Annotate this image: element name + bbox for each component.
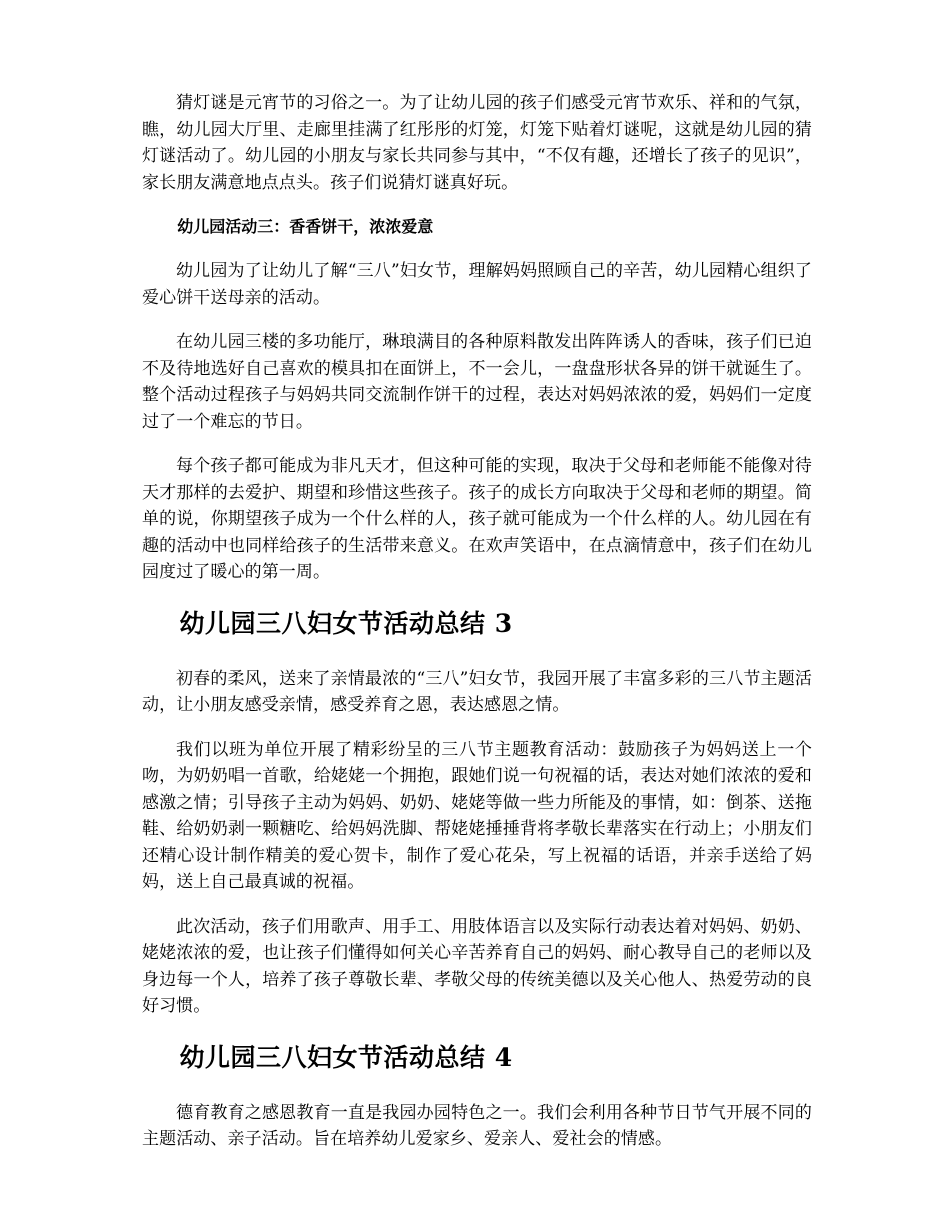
section-title-summary-4: 幼儿园三八妇女节活动总结 4 <box>179 1042 513 1072</box>
paragraph-class-activities: 我们以班为单位开展了精彩纷呈的三八节主题教育活动：鼓励孩子为妈妈送上一个吻，为奶奶唱一首歌，给姥姥一个拥抱，跟她们说一句祝福的话，表达对她们浓浓的爱和感激之情；引导孩子主动为妈妈、奶奶、姥姥等做一些力所能及的事情，如：倒茶、送拖鞋、给奶奶剥一颗糖吃、给妈妈洗脚、帮姥姥捶捶背将孝敬长辈落实在行动上；小朋友们还精心设计制作精美的爱心贺卡，制作了爱心花朵，写上祝福的话语，并亲手送给了妈妈，送上自己最真诚的祝福。 <box>142 739 812 892</box>
paragraph-cookie-intro: 幼儿园为了让幼儿了解“三八”妇女节，理解妈妈照顾自己的辛苦，幼儿园精心组织了爱心饼干送母亲的活动。 <box>142 261 812 308</box>
paragraph-cookie-making: 在幼儿园三楼的多功能厅，琳琅满目的各种原料散发出阵阵诱人的香味，孩子们已迫不及待地选好自己喜欢的模具扣在面饼上，不一会儿，一盘盘形状各异的饼干就诞生了。整个活动过程孩子与妈妈共同交流制作饼干的过程，表达对妈妈浓浓的爱，妈妈们一定度过了一个难忘的节日。 <box>142 332 812 432</box>
subheading-activity-three: 幼儿园活动三：香香饼干，浓浓爱意 <box>177 217 434 236</box>
section-title-summary-3: 幼儿园三八妇女节活动总结 3 <box>179 608 513 638</box>
paragraph-expectations: 每个孩子都可能成为非凡天才，但这种可能的实现，取决于父母和老师能不能像对待天才那样的去爱护、期望和珍惜这些孩子。孩子的成长方向取决于父母和老师的期望。简单的说，你期望孩子成为一个什么样的人，孩子就可能成为一个什么样的人。幼儿园在有趣的活动中也同样给孩子的生活带来意义。在欢声笑语中，在点滴情意中，孩子们在幼儿园度过了暖心的第一周。 <box>142 456 812 582</box>
paragraph-activity-outcome: 此次活动，孩子们用歌声、用手工、用肢体语言以及实际行动表达着对妈妈、奶奶、姥姥浓浓的爱，也让孩子们懂得如何关心辛苦养育自己的妈妈、耐心教导自己的老师以及身边每一个人，培养了孩子尊敬长辈、孝敬父母的传统美德以及关心他人、热爱劳动的良好习惯。 <box>142 916 812 1016</box>
paragraph-lantern-riddles: 猜灯谜是元宵节的习俗之一。为了让幼儿园的孩子们感受元宵节欢乐、祥和的气氛，瞧，幼儿园大厅里、走廊里挂满了红彤彤的灯笼，灯笼下贴着灯谜呢，这就是幼儿园的猜灯谜活动了。幼儿园的小朋友与家长共同参与其中，“不仅有趣，还增长了孩子的见识”，家长朋友满意地点点头。孩子们说猜灯谜真好玩。 <box>142 93 812 193</box>
paragraph-gratitude-education: 德育教育之感恩教育一直是我园办园特色之一。我们会利用各种节日节气开展不同的主题活动、亲子活动。旨在培养幼儿爱家乡、爱亲人、爱社会的情感。 <box>142 1102 812 1149</box>
document-page <box>142 90 812 1171</box>
paragraph-spring-breeze: 初春的柔风，送来了亲情最浓的“三八”妇女节，我园开展了丰富多彩的三八节主题活动，让小朋友感受亲情，感受养育之恩，表达感恩之情。 <box>142 668 812 715</box>
